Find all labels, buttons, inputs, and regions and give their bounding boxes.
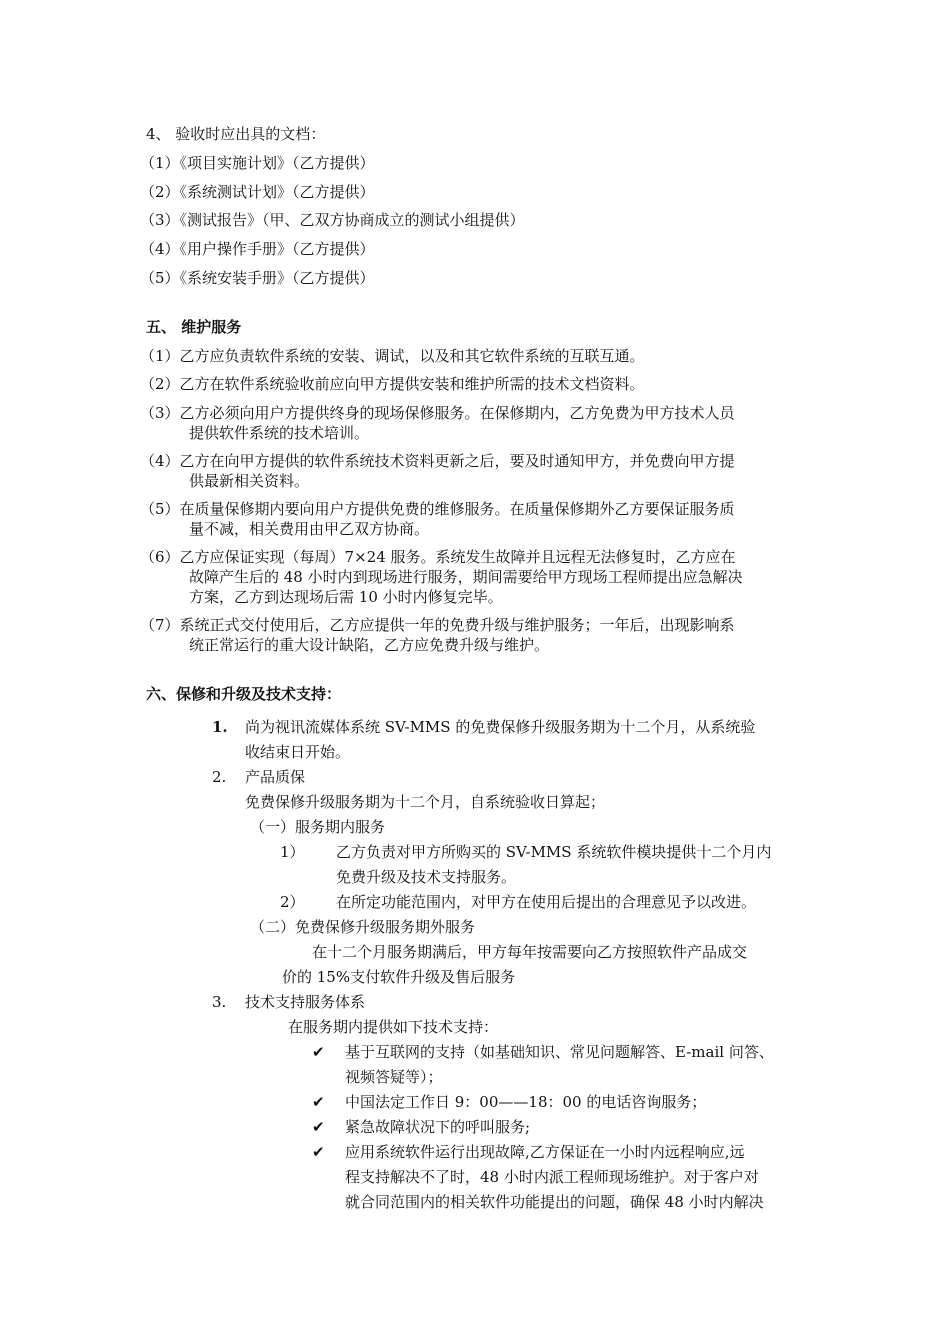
- item-number: 3.: [212, 993, 227, 1011]
- paragraph-line: 免费保修升级服务期为十二个月，自系统验收日算起；: [245, 793, 606, 811]
- sub-item-number: 1）: [280, 843, 305, 861]
- list-item: （1）《项目实施计划》（乙方提供）: [140, 154, 375, 172]
- list-item: （5）《系统安装手册》（乙方提供）: [140, 269, 375, 287]
- bullet-line: 程支持解决不了时，48 小时内派工程师现场维护。对于客户对: [345, 1168, 759, 1186]
- list-item-continuation: 量不减，相关费用由甲乙双方协商。: [189, 520, 430, 538]
- list-item: （6）乙方应保证实现（每周）7×24 服务。系统发生故障并且远程无法修复时，乙方应在: [140, 548, 736, 566]
- sub-item-number: 2）: [280, 893, 305, 911]
- bullet-line: 视频答疑等）；: [345, 1068, 443, 1086]
- check-icon: ✔: [312, 1143, 325, 1161]
- list-item: （3）《测试报告》（甲、乙双方协商成立的测试小组提供）: [140, 211, 525, 229]
- paragraph-line: 免费升级及技术支持服务。: [336, 868, 517, 886]
- bullet-line: 紧急故障状况下的呼叫服务;: [345, 1118, 531, 1136]
- item-number: 1.: [212, 718, 228, 736]
- check-icon: ✔: [312, 1118, 325, 1136]
- list-item: （3）乙方必须向用户方提供终身的现场保修服务。在保修期内，乙方免费为甲方技术人员: [140, 404, 735, 422]
- item-number: 2.: [212, 768, 227, 786]
- item-title: 技术支持服务体系: [245, 993, 366, 1011]
- list-item: （2）乙方在软件系统验收前应向甲方提供安装和维护所需的技术文档资料。: [140, 375, 645, 393]
- bullet-line: 基于互联网的支持（如基础知识、常见问题解答、E-mail 问答、: [345, 1043, 774, 1061]
- subsection-title: （一）服务期内服务: [250, 818, 386, 836]
- paragraph-line: 在服务期内提供如下技术支持：: [288, 1018, 499, 1036]
- list-item: （5）在质量保修期内要向用户方提供免费的维修服务。在质量保修期外乙方要保证服务质: [140, 500, 735, 518]
- bullet-line: 就合同范围内的相关软件功能提出的问题，确保 48 小时内解决: [345, 1193, 764, 1211]
- list-item: （2）《系统测试计划》（乙方提供）: [140, 183, 375, 201]
- paragraph-line: 价的 15%支付软件升级及售后服务: [282, 968, 516, 986]
- list-item-continuation: 故障产生后的 48 小时内到现场进行服务，期间需要给甲方现场工程师提出应急解决: [189, 568, 743, 586]
- paragraph-line: 乙方负责对甲方所购买的 SV-MMS 系统软件模块提供十二个月内: [336, 843, 772, 861]
- paragraph-line: 收结束日开始。: [245, 743, 351, 761]
- section6-heading: 六、保修和升级及技术支持：: [146, 685, 342, 703]
- list-item-continuation: 统正常运行的重大设计缺陷，乙方应免费升级与维护。: [189, 636, 550, 654]
- list-item: （4）乙方在向甲方提供的软件系统技术资料更新之后，要及时通知甲方，并免费向甲方提: [140, 452, 735, 470]
- paragraph-line: 尚为视讯流媒体系统 SV-MMS 的免费保修升级服务期为十二个月，从系统验: [245, 718, 756, 736]
- list-item-continuation: 方案，乙方到达现场后需 10 小时内修复完毕。: [189, 588, 503, 606]
- check-icon: ✔: [312, 1093, 325, 1111]
- paragraph-line: 在十二个月服务期满后，甲方每年按需要向乙方按照软件产品成交: [312, 943, 748, 961]
- section4-heading: 4、 验收时应出具的文档：: [146, 125, 326, 143]
- paragraph-line: 在所定功能范围内，对甲方在使用后提出的合理意见予以改进。: [336, 893, 757, 911]
- subsection-title: （二）免费保修升级服务期外服务: [250, 918, 476, 936]
- check-icon: ✔: [312, 1043, 325, 1061]
- list-item-continuation: 供最新相关资料。: [189, 472, 310, 490]
- list-item: （1）乙方应负责软件系统的安装、调试，以及和其它软件系统的互联互通。: [140, 347, 645, 365]
- item-title: 产品质保: [245, 768, 306, 786]
- bullet-line: 中国法定工作日 9：00——18：00 的电话咨询服务；: [345, 1093, 707, 1111]
- list-item: （4）《用户操作手册》（乙方提供）: [140, 240, 375, 258]
- section5-heading: 五、 维护服务: [146, 318, 242, 336]
- list-item: （7）系统正式交付使用后，乙方应提供一年的免费升级与维护服务；一年后，出现影响系: [140, 616, 735, 634]
- bullet-line: 应用系统软件运行出现故障,乙方保证在一小时内远程响应,远: [345, 1143, 745, 1161]
- list-item-continuation: 提供软件系统的技术培训。: [189, 424, 370, 442]
